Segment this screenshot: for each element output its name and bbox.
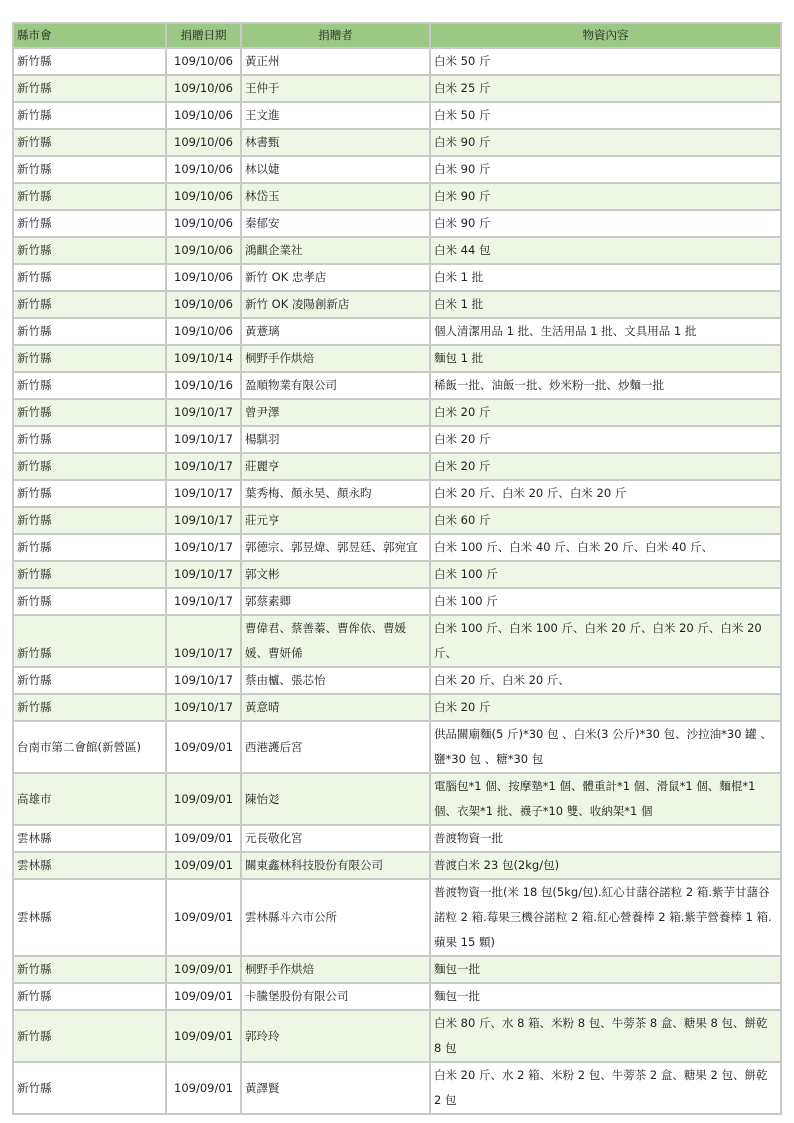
cell-donor: 郭玲玲 bbox=[241, 1010, 430, 1062]
cell-items: 白米 50 斤 bbox=[430, 48, 781, 75]
cell-date: 109/10/17 bbox=[166, 399, 241, 426]
cell-county: 雲林縣 bbox=[13, 879, 166, 956]
cell-donor: 莊元亨 bbox=[241, 507, 430, 534]
cell-donor: 黃薏璃 bbox=[241, 318, 430, 345]
cell-county: 新竹縣 bbox=[13, 399, 166, 426]
cell-county: 新竹縣 bbox=[13, 1062, 166, 1114]
cell-items: 白米 25 斤 bbox=[430, 75, 781, 102]
cell-donor: 鴻麒企業社 bbox=[241, 237, 430, 264]
cell-donor: 西港護后宮 bbox=[241, 721, 430, 773]
cell-items: 麵包一批 bbox=[430, 983, 781, 1010]
cell-items: 普渡白米 23 包(2kg/包) bbox=[430, 852, 781, 879]
cell-donor: 郭德宗、郭昱煒、郭昱廷、郭宛宜 bbox=[241, 534, 430, 561]
table-row bbox=[13, 426, 781, 453]
cell-county: 新竹縣 bbox=[13, 345, 166, 372]
cell-donor: 林岱玉 bbox=[241, 183, 430, 210]
cell-county: 新竹縣 bbox=[13, 667, 166, 694]
cell-county: 新竹縣 bbox=[13, 372, 166, 399]
cell-items: 白米 20 斤、白米 20 斤、白米 20 斤 bbox=[430, 480, 781, 507]
cell-items: 白米 90 斤 bbox=[430, 156, 781, 183]
cell-donor: 雲林縣斗六市公所 bbox=[241, 879, 430, 956]
cell-items: 普渡物資一批 bbox=[430, 825, 781, 852]
cell-donor: 卡騰堡股份有限公司 bbox=[241, 983, 430, 1010]
table-row bbox=[13, 615, 781, 667]
cell-county: 新竹縣 bbox=[13, 102, 166, 129]
table-header bbox=[13, 23, 781, 48]
cell-county: 新竹縣 bbox=[13, 264, 166, 291]
cell-date: 109/10/06 bbox=[166, 318, 241, 345]
cell-county: 新竹縣 bbox=[13, 75, 166, 102]
table-row bbox=[13, 156, 781, 183]
table-row bbox=[13, 721, 781, 773]
table-row bbox=[13, 75, 781, 102]
cell-donor: 郭文彬 bbox=[241, 561, 430, 588]
cell-date: 109/10/16 bbox=[166, 372, 241, 399]
table-row bbox=[13, 561, 781, 588]
cell-county: 新竹縣 bbox=[13, 156, 166, 183]
cell-donor: 曹偉君、蔡善蓁、曹侔依、曹媛媛、曹妍俙 bbox=[241, 615, 430, 667]
header-donor: 捐贈者 bbox=[241, 23, 430, 48]
cell-county: 新竹縣 bbox=[13, 507, 166, 534]
cell-date: 109/10/17 bbox=[166, 453, 241, 480]
cell-items: 白米 20 斤、白米 20 斤、 bbox=[430, 667, 781, 694]
cell-date: 109/09/01 bbox=[166, 983, 241, 1010]
cell-donor: 黃意晴 bbox=[241, 694, 430, 721]
cell-items: 白米 50 斤 bbox=[430, 102, 781, 129]
table-row bbox=[13, 291, 781, 318]
cell-county: 新竹縣 bbox=[13, 615, 166, 667]
cell-donor: 陳怡彣 bbox=[241, 773, 430, 825]
cell-donor: 盈順物業有限公司 bbox=[241, 372, 430, 399]
cell-donor: 黃正州 bbox=[241, 48, 430, 75]
cell-county: 新竹縣 bbox=[13, 561, 166, 588]
cell-donor: 郭蔡素卿 bbox=[241, 588, 430, 615]
header-row bbox=[13, 23, 781, 48]
cell-date: 109/10/17 bbox=[166, 507, 241, 534]
table-body bbox=[13, 48, 781, 1114]
cell-items: 麵包 1 批 bbox=[430, 345, 781, 372]
table-row bbox=[13, 48, 781, 75]
cell-date: 109/09/01 bbox=[166, 1010, 241, 1062]
cell-date: 109/09/01 bbox=[166, 879, 241, 956]
cell-items: 普渡物資一批(米 18 包(5kg/包).紅心甘藷谷諾粒 2 箱.紫芋甘藷谷諾粒 2 箱.莓果三機谷諾粒 2 箱.紅心營養棒 2 箱.紫芋營養棒 1 箱.蘋果 15 顆) bbox=[430, 879, 781, 956]
cell-date: 109/09/01 bbox=[166, 721, 241, 773]
table-row bbox=[13, 879, 781, 956]
cell-items: 電腦包*1 個、按摩墊*1 個、體重計*1 個、滑鼠*1 個、麵棍*1 個、衣架*1 批、襪子*10 雙、收納架*1 個 bbox=[430, 773, 781, 825]
header-items: 物資內容 bbox=[430, 23, 781, 48]
cell-donor: 桐野手作烘焙 bbox=[241, 345, 430, 372]
cell-items: 白米 20 斤 bbox=[430, 453, 781, 480]
cell-county: 新竹縣 bbox=[13, 480, 166, 507]
cell-donor: 新竹 OK 忠孝店 bbox=[241, 264, 430, 291]
cell-date: 109/10/06 bbox=[166, 264, 241, 291]
header-county: 縣市會 bbox=[13, 23, 166, 48]
cell-county: 新竹縣 bbox=[13, 48, 166, 75]
cell-county: 新竹縣 bbox=[13, 534, 166, 561]
cell-date: 109/10/06 bbox=[166, 291, 241, 318]
table-row bbox=[13, 129, 781, 156]
cell-donor: 秦郁安 bbox=[241, 210, 430, 237]
cell-county: 新竹縣 bbox=[13, 291, 166, 318]
cell-items: 白米 100 斤 bbox=[430, 588, 781, 615]
cell-county: 新竹縣 bbox=[13, 183, 166, 210]
table-row bbox=[13, 453, 781, 480]
cell-date: 109/10/17 bbox=[166, 615, 241, 667]
table-row bbox=[13, 852, 781, 879]
table-row bbox=[13, 1010, 781, 1062]
table-row bbox=[13, 1062, 781, 1114]
table-row bbox=[13, 345, 781, 372]
cell-date: 109/09/01 bbox=[166, 1062, 241, 1114]
cell-items: 個人清潔用品 1 批、生活用品 1 批、文具用品 1 批 bbox=[430, 318, 781, 345]
cell-date: 109/10/06 bbox=[166, 237, 241, 264]
cell-donor: 新竹 OK 凌陽創新店 bbox=[241, 291, 430, 318]
table-row bbox=[13, 694, 781, 721]
cell-items: 白米 80 斤、水 8 箱、米粉 8 包、牛蒡茶 8 盒、糖果 8 包、餅乾 8 包 bbox=[430, 1010, 781, 1062]
table-row bbox=[13, 399, 781, 426]
cell-items: 白米 20 斤、水 2 箱、米粉 2 包、牛蒡茶 2 盒、糖果 2 包、餅乾 2 包 bbox=[430, 1062, 781, 1114]
cell-donor: 王文進 bbox=[241, 102, 430, 129]
cell-donor: 元長敬化宮 bbox=[241, 825, 430, 852]
cell-county: 新竹縣 bbox=[13, 129, 166, 156]
cell-date: 109/10/17 bbox=[166, 588, 241, 615]
cell-county: 新竹縣 bbox=[13, 318, 166, 345]
cell-county: 新竹縣 bbox=[13, 426, 166, 453]
table-row bbox=[13, 825, 781, 852]
cell-items: 麵包一批 bbox=[430, 956, 781, 983]
cell-county: 高雄市 bbox=[13, 773, 166, 825]
cell-date: 109/10/06 bbox=[166, 102, 241, 129]
cell-donor: 莊麗亨 bbox=[241, 453, 430, 480]
cell-items: 供品關廟麵(5 斤)*30 包 、白米(3 公斤)*30 包、沙拉油*30 罐 、鹽*30 包 、糖*30 包 bbox=[430, 721, 781, 773]
cell-county: 新竹縣 bbox=[13, 453, 166, 480]
table-row bbox=[13, 264, 781, 291]
cell-date: 109/09/01 bbox=[166, 852, 241, 879]
cell-date: 109/09/01 bbox=[166, 825, 241, 852]
cell-items: 白米 90 斤 bbox=[430, 183, 781, 210]
table-row bbox=[13, 534, 781, 561]
table-row bbox=[13, 956, 781, 983]
cell-date: 109/10/17 bbox=[166, 694, 241, 721]
cell-county: 台南市第二會館(新營區) bbox=[13, 721, 166, 773]
cell-county: 新竹縣 bbox=[13, 694, 166, 721]
cell-items: 白米 90 斤 bbox=[430, 129, 781, 156]
cell-donor: 楊騏羽 bbox=[241, 426, 430, 453]
cell-items: 白米 1 批 bbox=[430, 264, 781, 291]
cell-date: 109/10/06 bbox=[166, 129, 241, 156]
cell-date: 109/10/17 bbox=[166, 667, 241, 694]
cell-items: 白米 100 斤、白米 100 斤、白米 20 斤、白米 20 斤、白米 20 斤、 bbox=[430, 615, 781, 667]
table-row bbox=[13, 983, 781, 1010]
cell-date: 109/10/06 bbox=[166, 48, 241, 75]
cell-items: 白米 60 斤 bbox=[430, 507, 781, 534]
cell-items: 白米 1 批 bbox=[430, 291, 781, 318]
cell-date: 109/10/06 bbox=[166, 75, 241, 102]
header-date: 捐贈日期 bbox=[166, 23, 241, 48]
table-row bbox=[13, 480, 781, 507]
cell-date: 109/09/01 bbox=[166, 773, 241, 825]
cell-items: 白米 44 包 bbox=[430, 237, 781, 264]
cell-date: 109/10/17 bbox=[166, 561, 241, 588]
cell-items: 白米 90 斤 bbox=[430, 210, 781, 237]
table-row bbox=[13, 773, 781, 825]
table-row bbox=[13, 667, 781, 694]
cell-date: 109/10/17 bbox=[166, 426, 241, 453]
cell-county: 新竹縣 bbox=[13, 210, 166, 237]
cell-date: 109/10/06 bbox=[166, 156, 241, 183]
table-row bbox=[13, 237, 781, 264]
cell-items: 白米 100 斤、白米 40 斤、白米 20 斤、白米 40 斤、 bbox=[430, 534, 781, 561]
cell-county: 雲林縣 bbox=[13, 852, 166, 879]
cell-date: 109/10/14 bbox=[166, 345, 241, 372]
cell-date: 109/10/17 bbox=[166, 480, 241, 507]
table-row bbox=[13, 210, 781, 237]
cell-items: 白米 20 斤 bbox=[430, 694, 781, 721]
cell-county: 新竹縣 bbox=[13, 237, 166, 264]
cell-items: 白米 20 斤 bbox=[430, 426, 781, 453]
cell-items: 稀飯一批、油飯一批、炒米粉一批、炒麵一批 bbox=[430, 372, 781, 399]
cell-items: 白米 20 斤 bbox=[430, 399, 781, 426]
cell-date: 109/10/06 bbox=[166, 210, 241, 237]
cell-donor: 林以婕 bbox=[241, 156, 430, 183]
table-row bbox=[13, 183, 781, 210]
table-row bbox=[13, 372, 781, 399]
cell-donor: 桐野手作烘焙 bbox=[241, 956, 430, 983]
cell-date: 109/09/01 bbox=[166, 956, 241, 983]
cell-county: 新竹縣 bbox=[13, 1010, 166, 1062]
table-row bbox=[13, 588, 781, 615]
cell-county: 新竹縣 bbox=[13, 588, 166, 615]
cell-donor: 關東鑫林科技股份有限公司 bbox=[241, 852, 430, 879]
cell-donor: 黃譯賢 bbox=[241, 1062, 430, 1114]
donation-table bbox=[12, 22, 782, 1115]
table-row bbox=[13, 102, 781, 129]
cell-donor: 蔡由櫨、張芯怡 bbox=[241, 667, 430, 694]
table-row bbox=[13, 507, 781, 534]
cell-donor: 葉秀梅、顏永昊、顏永昀 bbox=[241, 480, 430, 507]
cell-donor: 王仲于 bbox=[241, 75, 430, 102]
cell-date: 109/10/06 bbox=[166, 183, 241, 210]
cell-county: 新竹縣 bbox=[13, 956, 166, 983]
table-row bbox=[13, 318, 781, 345]
cell-county: 新竹縣 bbox=[13, 983, 166, 1010]
cell-county: 雲林縣 bbox=[13, 825, 166, 852]
cell-date: 109/10/17 bbox=[166, 534, 241, 561]
cell-donor: 曾尹澤 bbox=[241, 399, 430, 426]
cell-items: 白米 100 斤 bbox=[430, 561, 781, 588]
cell-donor: 林書甄 bbox=[241, 129, 430, 156]
